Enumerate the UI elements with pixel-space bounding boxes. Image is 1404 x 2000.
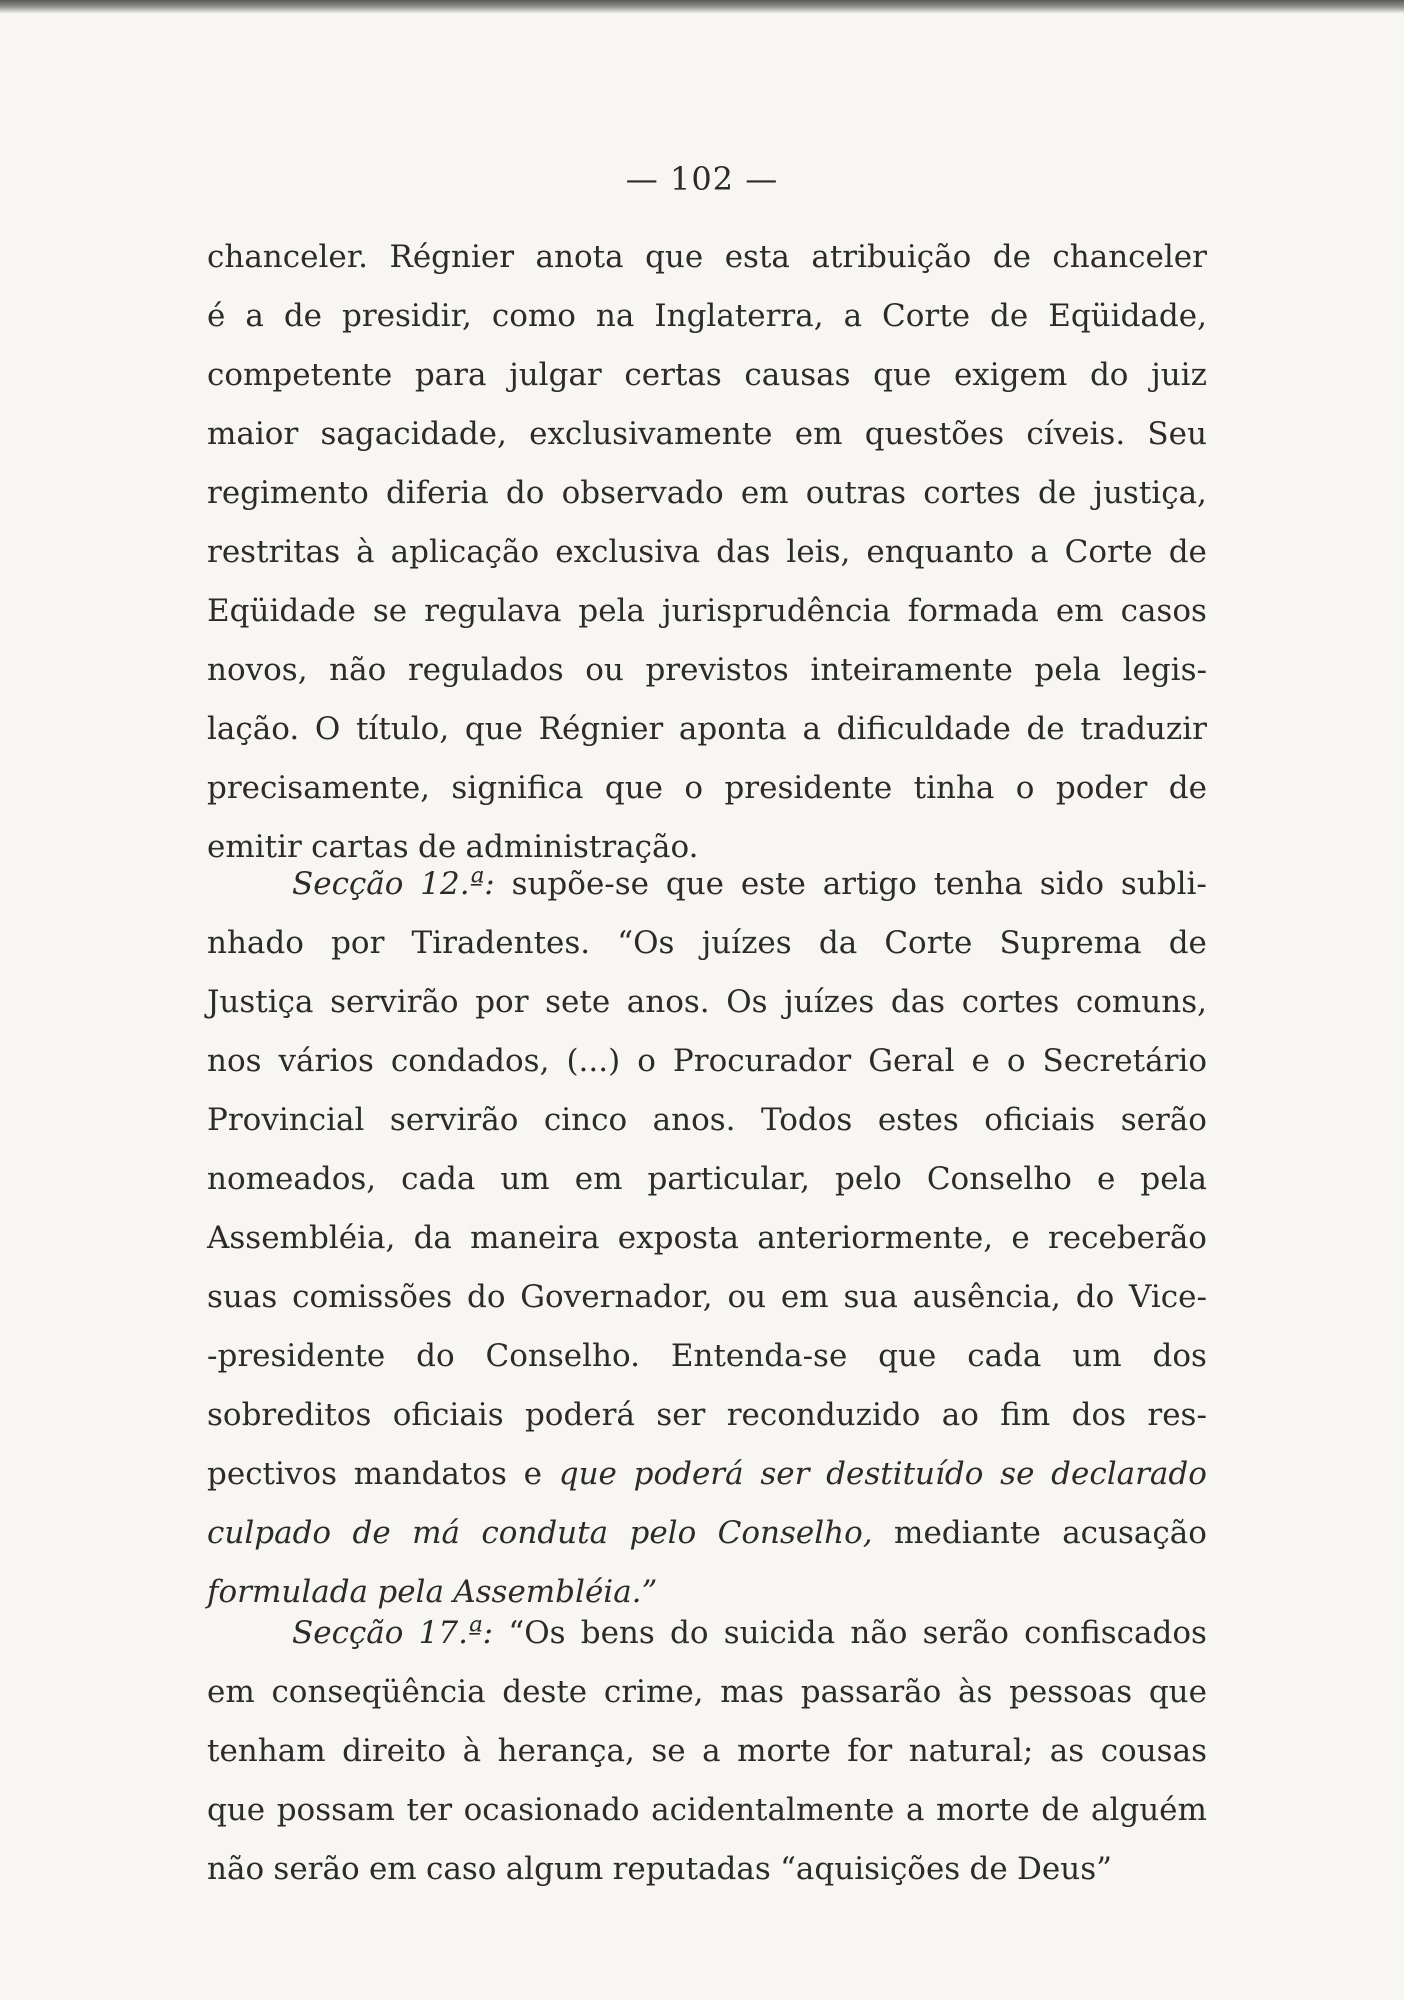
text-line: restritas à aplicação exclusiva das leis, enquanto a Corte de [207, 534, 1207, 570]
text-line: em conseqüência deste crime, mas passarão às pessoas que [207, 1674, 1207, 1710]
text-line: lação. O título, que Régnier aponta a dificuldade de traduzir [207, 711, 1207, 747]
text-line: que possam ter ocasionado acidentalmente a morte de alguém [207, 1792, 1207, 1828]
text-line: nos vários condados, (...) o Procurador Geral e o Secretário [207, 1043, 1207, 1079]
text-line: é a de presidir, como na Inglaterra, a Corte de Eqüidade, [207, 298, 1207, 334]
text-line: emitir cartas de administração. [207, 829, 699, 865]
text-line: -presidente do Conselho. Entenda-se que cada um dos [207, 1338, 1207, 1374]
text-line: pectivos mandatos e que poderá ser destituído se declarado [207, 1456, 1207, 1492]
text-line: nomeados, cada um em particular, pelo Conselho e pela [207, 1161, 1207, 1197]
text-line: suas comissões do Governador, ou em sua ausência, do Vice- [207, 1279, 1207, 1315]
text-line: tenham direito à herança, se a morte for natural; as cousas [207, 1733, 1207, 1769]
paragraph-1 [207, 228, 1207, 877]
page-number: — 102 — [625, 160, 779, 198]
text-line: Secção 12.ª: supõe-se que este artigo tenha sido subli- [292, 866, 1207, 902]
text-line: formulada pela Assembléia.” [207, 1574, 658, 1610]
text-line: sobreditos oficiais poderá ser reconduzido ao fim dos res- [207, 1397, 1207, 1433]
text-line: maior sagacidade, exclusivamente em questões cíveis. Seu [207, 416, 1207, 452]
text-line: novos, não regulados ou previstos inteiramente pela legis- [207, 652, 1207, 688]
text-line: Secção 17.ª: “Os bens do suicida não serão confiscados [292, 1615, 1207, 1651]
text-line: nhado por Tiradentes. “Os juízes da Corte Suprema de [207, 925, 1207, 961]
scan-top-edge [0, 0, 1404, 14]
text-line: regimento diferia do observado em outras cortes de justiça, [207, 475, 1207, 511]
paragraph-2 [207, 855, 1207, 1622]
text-line: culpado de má conduta pelo Conselho, mediante acusação [207, 1515, 1207, 1551]
paragraph-3 [207, 1604, 1207, 1899]
text-line: Justiça servirão por sete anos. Os juízes das cortes comuns, [207, 984, 1207, 1020]
text-line: Assembléia, da maneira exposta anteriormente, e receberão [207, 1220, 1207, 1256]
text-line: não serão em caso algum reputadas “aquisições de Deus” [207, 1851, 1112, 1887]
text-line: chanceler. Régnier anota que esta atribuição de chanceler [207, 239, 1207, 275]
text-line: precisamente, significa que o presidente tinha o poder de [207, 770, 1207, 806]
text-line: Eqüidade se regulava pela jurisprudência formada em casos [207, 593, 1207, 629]
text-line: Provincial servirão cinco anos. Todos estes oficiais serão [207, 1102, 1207, 1138]
text-line: competente para julgar certas causas que exigem do juiz [207, 357, 1207, 393]
